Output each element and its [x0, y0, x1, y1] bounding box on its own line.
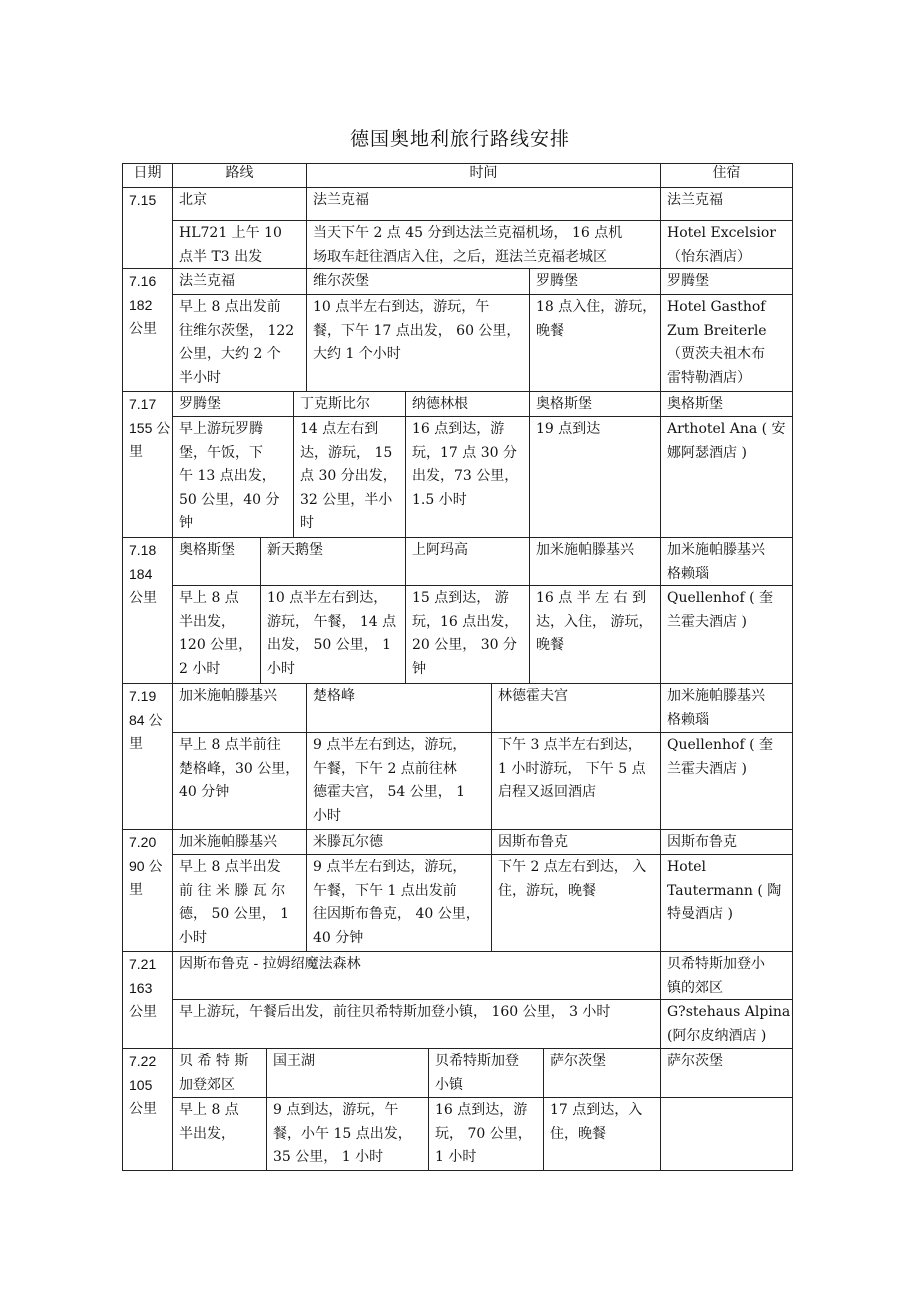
- route-stop: [543, 1048, 661, 1098]
- schedule-cell-line: 前 往 米 滕 瓦 尔: [179, 882, 286, 899]
- schedule-cell-line: 1 小时: [435, 1149, 477, 1165]
- schedule-cell-line: 餐，小午 15 点出发，: [273, 1125, 412, 1142]
- date-cell-line: 公里: [129, 320, 157, 336]
- hotel-city-line: 罗腾堡: [667, 273, 709, 289]
- schedule-cell-line: 早上 8 点半出发: [179, 859, 281, 875]
- route-stop: [266, 1048, 429, 1098]
- route-stop: [405, 391, 530, 417]
- hotel-name: [660, 585, 793, 684]
- schedule-cell: [172, 854, 307, 952]
- date-cell-line: 105: [129, 1076, 153, 1093]
- schedule-cell-line: 1.5 小时: [412, 491, 467, 508]
- schedule-cell: [172, 999, 661, 1049]
- schedule-cell: [306, 220, 661, 269]
- hotel-city: [660, 537, 793, 586]
- hotel-name: [660, 732, 793, 830]
- schedule-cell: [172, 294, 307, 392]
- route-stop-line: 楚格峰: [313, 688, 355, 704]
- schedule-cell: [428, 1097, 544, 1171]
- schedule-cell: [491, 854, 661, 952]
- route-stop: [529, 268, 661, 295]
- schedule-cell-line: 半小时: [179, 369, 221, 386]
- route-stop-line: 贝 希 特 斯: [179, 1053, 249, 1069]
- date-cell-line: 7.19: [129, 688, 157, 704]
- hotel-name-line: Hotel Excelsior: [667, 225, 776, 241]
- date-cell: [122, 683, 173, 830]
- date-cell-line: 7.17: [129, 396, 157, 412]
- route-stop-line: 国王湖: [273, 1053, 315, 1069]
- schedule-cell-line: 公里，大约 2 个: [179, 346, 281, 362]
- route-stop-line: 林德霍夫宫: [498, 688, 568, 704]
- hotel-name-line: Hotel: [667, 859, 707, 875]
- date-cell-line: 7.20: [129, 834, 157, 850]
- hotel-name-line: 兰霍夫酒店 ): [667, 760, 747, 777]
- schedule-cell: [266, 1097, 429, 1171]
- hotel-city: [660, 683, 793, 733]
- hotel-city: [660, 391, 793, 417]
- schedule-cell-line: 40 分钟: [179, 784, 230, 800]
- schedule-cell-line: 14 点左右到: [300, 421, 379, 437]
- schedule-cell: [306, 294, 530, 392]
- date-cell-line: 里: [129, 881, 143, 897]
- schedule-cell: [529, 416, 661, 538]
- route-stop: [293, 391, 406, 417]
- schedule-cell-line: 1 小时游玩， 下午 5 点: [498, 760, 646, 777]
- schedule-cell-line: 达，入住， 游玩，: [536, 613, 653, 630]
- route-stop: [306, 187, 661, 221]
- header-time: 时间: [306, 163, 661, 188]
- route-stop: [306, 829, 492, 855]
- route-stop-line: 奥格斯堡: [179, 542, 235, 558]
- schedule-cell-line: 半出发，: [179, 613, 235, 630]
- schedule-cell: [405, 416, 530, 538]
- schedule-cell-line: 15 点到达， 游: [412, 590, 509, 606]
- schedule-cell-line: 小时: [267, 660, 295, 677]
- hotel-city-line: 加米施帕滕基兴: [667, 542, 765, 558]
- hotel-city-line: 格赖瑙: [667, 565, 709, 582]
- date-cell-line: 里: [129, 443, 143, 459]
- date-cell: [122, 391, 173, 538]
- schedule-cell: [529, 294, 661, 392]
- route-stop: [172, 1048, 267, 1098]
- date-cell-line: 84 公: [129, 711, 163, 728]
- schedule-cell-line: 早上 8 点: [179, 1102, 239, 1118]
- hotel-city-line: 格赖瑙: [667, 711, 709, 728]
- schedule-cell-line: 住，晚餐: [550, 1125, 606, 1142]
- schedule-cell-line: 游玩， 午餐， 14 点: [267, 613, 397, 630]
- date-cell-line: 7.21: [129, 956, 157, 972]
- route-stop: [172, 187, 307, 221]
- route-stop: [172, 537, 261, 586]
- schedule-cell-line: 住，游玩，晚餐: [498, 882, 596, 899]
- schedule-cell-line: 早上游玩罗腾: [179, 421, 263, 437]
- hotel-name: [660, 1097, 793, 1171]
- schedule-cell-line: 20 公里， 30 分: [412, 637, 517, 653]
- route-stop-line: 丁克斯比尔: [300, 396, 370, 412]
- schedule-cell: [405, 585, 530, 684]
- date-cell-line: 7.22: [129, 1053, 157, 1069]
- schedule-cell: [260, 585, 406, 684]
- route-stop: [172, 829, 307, 855]
- schedule-cell-line: 早上 8 点出发前: [179, 299, 281, 315]
- schedule-cell-line: 10 点半左右到达，: [267, 590, 388, 606]
- route-stop-line: 因斯布鲁克: [498, 834, 568, 850]
- route-stop-line: 加米施帕滕基兴: [179, 834, 277, 850]
- schedule-cell: [172, 1097, 267, 1171]
- hotel-name: [660, 220, 793, 269]
- schedule-cell-line: 16 点到达，游: [412, 421, 505, 437]
- hotel-name: [660, 416, 793, 538]
- hotel-name-line: （贾茨夫祖木布: [667, 346, 765, 362]
- schedule-cell-line: 120 公里，: [179, 637, 253, 653]
- hotel-city-line: 萨尔茨堡: [667, 1053, 723, 1069]
- date-cell: [122, 268, 173, 392]
- hotel-city-line: 奥格斯堡: [667, 396, 723, 412]
- schedule-cell-line: 玩，17 点 30 分: [412, 444, 517, 461]
- route-stop: [529, 391, 661, 417]
- date-cell-line: 184: [129, 565, 153, 582]
- route-stop-line: 小镇: [435, 1076, 463, 1093]
- schedule-cell-line: 点半 T3 出发: [179, 248, 263, 265]
- schedule-cell-line: 小时: [313, 807, 341, 824]
- date-cell-line: 7.15: [129, 192, 157, 208]
- schedule-cell-line: 16 点到达，游: [435, 1102, 528, 1118]
- route-stop-line: 上阿玛高: [412, 542, 468, 558]
- hotel-name: [660, 999, 793, 1049]
- route-stop: [172, 268, 307, 295]
- schedule-cell: [172, 585, 261, 684]
- schedule-cell-line: 堡，午饭，下: [179, 444, 263, 461]
- hotel-name-line: Quellenhof ( 奎: [667, 590, 774, 606]
- date-cell-line: 公里: [129, 589, 157, 605]
- schedule-cell-line: 餐，下午 17 点出发， 60 公里，: [313, 322, 521, 339]
- route-stop-line: 奥格斯堡: [536, 396, 592, 412]
- route-stop: [172, 951, 661, 1000]
- route-stop-line: 因斯布鲁克 - 拉姆绍魔法森林: [179, 956, 361, 972]
- schedule-cell-line: 出发， 50 公里， 1: [267, 637, 392, 653]
- schedule-cell: [293, 416, 406, 538]
- schedule-cell-line: 早上 8 点半前往: [179, 737, 281, 753]
- schedule-cell-line: 时: [300, 515, 314, 531]
- route-stop: [428, 1048, 544, 1098]
- page-title: 德国奥地利旅行路线安排: [349, 128, 570, 150]
- schedule-cell-line: 2 小时: [179, 660, 221, 677]
- schedule-cell-line: 9 点半左右到达，游玩，: [313, 737, 467, 753]
- schedule-cell-line: 往维尔茨堡， 122: [179, 322, 295, 339]
- header-hotel: 住宿: [660, 163, 793, 188]
- schedule-cell: [306, 732, 492, 830]
- schedule-cell-line: 晚餐: [536, 322, 564, 339]
- schedule-cell-line: 早上游玩，午餐后出发，前往贝希特斯加登小镇， 160 公里， 3 小时: [179, 1004, 611, 1020]
- schedule-cell-line: 午餐，下午 2 点前往林: [313, 760, 457, 777]
- schedule-cell-line: 半出发，: [179, 1125, 235, 1142]
- route-stop: [529, 537, 661, 586]
- schedule-cell: [491, 732, 661, 830]
- date-cell-line: 90 公: [129, 857, 163, 874]
- date-cell: [122, 537, 173, 684]
- hotel-city-line: 加米施帕滕基兴: [667, 688, 765, 704]
- schedule-cell-line: 楚格峰，30 公里，: [179, 760, 300, 777]
- hotel-name-line: (阿尔皮纳酒店 ): [667, 1027, 767, 1044]
- date-cell: [122, 951, 173, 1049]
- hotel-name-line: Arthotel Ana ( 安: [667, 421, 786, 437]
- route-stop-line: 加登郊区: [179, 1076, 235, 1093]
- schedule-cell-line: 17 点到达，入: [550, 1102, 643, 1118]
- hotel-city-line: 镇的郊区: [667, 979, 723, 996]
- schedule-cell-line: 钟: [179, 515, 193, 531]
- hotel-name: [660, 294, 793, 392]
- date-cell: [122, 1048, 173, 1171]
- route-stop-line: 法兰克福: [313, 192, 369, 208]
- date-cell: [122, 829, 173, 952]
- route-stop-line: 萨尔茨堡: [550, 1053, 606, 1069]
- schedule-cell: [172, 220, 307, 269]
- schedule-cell-line: 19 点到达: [536, 421, 601, 437]
- hotel-city: [660, 187, 793, 221]
- schedule-cell-line: 40 分钟: [313, 929, 364, 946]
- schedule-cell: [529, 585, 661, 684]
- date-cell-line: 7.16: [129, 273, 157, 289]
- date-cell-line: 公里: [129, 1003, 157, 1019]
- route-stop-line: 加米施帕滕基兴: [536, 542, 634, 558]
- schedule-cell-line: 晚餐: [536, 637, 564, 653]
- schedule-cell-line: 16 点 半 左 右 到: [536, 590, 647, 606]
- date-cell-line: 182: [129, 296, 153, 313]
- schedule-cell-line: 出发，73 公里，: [412, 468, 519, 484]
- schedule-cell-line: 9 点到达，游玩，午: [273, 1102, 399, 1118]
- schedule-cell-line: 35 公里， 1 小时: [273, 1149, 384, 1165]
- hotel-name-line: Tautermann ( 陶: [667, 882, 782, 899]
- schedule-cell-line: 下午 2 点左右到达， 入: [498, 859, 647, 875]
- hotel-city: [660, 1048, 793, 1098]
- route-stop: [491, 829, 661, 855]
- schedule-cell-line: 早上 8 点: [179, 590, 239, 606]
- schedule-cell-line: 32 公里，半小: [300, 491, 393, 508]
- hotel-name-line: 娜阿瑟酒店 ): [667, 444, 747, 461]
- hotel-name-line: 特曼酒店 ): [667, 906, 733, 922]
- route-stop-line: 加米施帕滕基兴: [179, 688, 277, 704]
- schedule-cell-line: 18 点入住，游玩，: [536, 299, 657, 315]
- hotel-city-line: 法兰克福: [667, 192, 723, 208]
- route-stop: [172, 391, 294, 417]
- schedule-cell-line: 下午 3 点半左右到达，: [498, 737, 642, 753]
- date-cell-line: 7.18: [129, 542, 157, 558]
- date-cell-line: 163: [129, 979, 153, 996]
- hotel-name-line: 雷特勒酒店）: [667, 369, 751, 386]
- hotel-name-line: Hotel Gasthof: [667, 299, 766, 315]
- route-stop-line: 贝希特斯加登: [435, 1053, 519, 1069]
- route-stop-line: 维尔茨堡: [313, 273, 369, 289]
- date-cell-line: 155 公: [129, 419, 171, 436]
- schedule-cell: [172, 416, 294, 538]
- route-stop: [491, 683, 661, 733]
- route-stop-line: 北京: [179, 192, 207, 208]
- schedule-cell-line: 德， 50 公里， 1: [179, 906, 290, 922]
- schedule-cell-line: 玩，16 点出发，: [412, 613, 519, 630]
- header-route: 路线: [172, 163, 307, 188]
- route-stop: [260, 537, 406, 586]
- schedule-cell-line: 启程又返回酒店: [498, 784, 596, 800]
- schedule-cell-line: 午餐，下午 1 点出发前: [313, 882, 457, 899]
- route-stop: [172, 683, 307, 733]
- schedule-cell-line: 玩， 70 公里，: [435, 1125, 532, 1142]
- schedule-cell-line: 德霍夫宫， 54 公里， 1: [313, 784, 466, 800]
- hotel-name-line: 兰霍夫酒店 ): [667, 613, 747, 630]
- hotel-name-line: Quellenhof ( 奎: [667, 737, 774, 753]
- schedule-cell-line: 场取车赶往酒店入住，之后，逛法兰克福老城区: [313, 248, 607, 265]
- hotel-city-line: 贝希特斯加登小: [667, 956, 765, 972]
- schedule-cell-line: 50 公里，40 分: [179, 491, 280, 508]
- schedule-cell-line: 达，游玩， 15: [300, 444, 393, 461]
- date-cell-line: 里: [129, 735, 143, 751]
- route-stop-line: 纳德林根: [412, 396, 468, 412]
- route-stop-line: 米滕瓦尔德: [313, 834, 383, 850]
- header-date: 日期: [122, 163, 173, 188]
- route-stop-line: 新天鹅堡: [267, 542, 323, 558]
- hotel-name-line: Zum Breiterle: [667, 322, 767, 339]
- schedule-cell-line: 午 13 点出发，: [179, 468, 276, 484]
- route-stop: [405, 537, 530, 586]
- schedule-cell: [543, 1097, 661, 1171]
- hotel-city: [660, 268, 793, 295]
- schedule-cell: [306, 854, 492, 952]
- route-stop: [306, 683, 492, 733]
- date-cell-line: 公里: [129, 1100, 157, 1116]
- route-stop: [306, 268, 530, 295]
- schedule-cell-line: 大约 1 个小时: [313, 346, 401, 362]
- hotel-name-line: （怡东酒店）: [667, 248, 751, 265]
- schedule-cell-line: 当天下午 2 点 45 分到达法兰克福机场， 16 点机: [313, 225, 623, 241]
- schedule-cell-line: HL721 上午 10: [179, 225, 282, 241]
- route-stop-line: 罗腾堡: [179, 396, 221, 412]
- date-cell: [122, 187, 173, 269]
- hotel-city-line: 因斯布鲁克: [667, 834, 737, 850]
- route-stop-line: 罗腾堡: [536, 273, 578, 289]
- hotel-city: [660, 951, 793, 1000]
- route-stop-line: 法兰克福: [179, 273, 235, 289]
- schedule-cell-line: 10 点半左右到达，游玩，午: [313, 299, 490, 315]
- hotel-name: [660, 854, 793, 952]
- hotel-name-line: G?stehaus Alpina: [667, 1004, 791, 1020]
- hotel-city: [660, 829, 793, 855]
- schedule-cell-line: 往因斯布鲁克， 40 公里，: [313, 906, 480, 922]
- schedule-cell-line: 点 30 分出发，: [300, 468, 397, 484]
- schedule-cell-line: 钟: [412, 660, 426, 677]
- schedule-cell-line: 小时: [179, 929, 207, 946]
- schedule-cell-line: 9 点半左右到达，游玩，: [313, 859, 467, 875]
- schedule-cell: [172, 732, 307, 830]
